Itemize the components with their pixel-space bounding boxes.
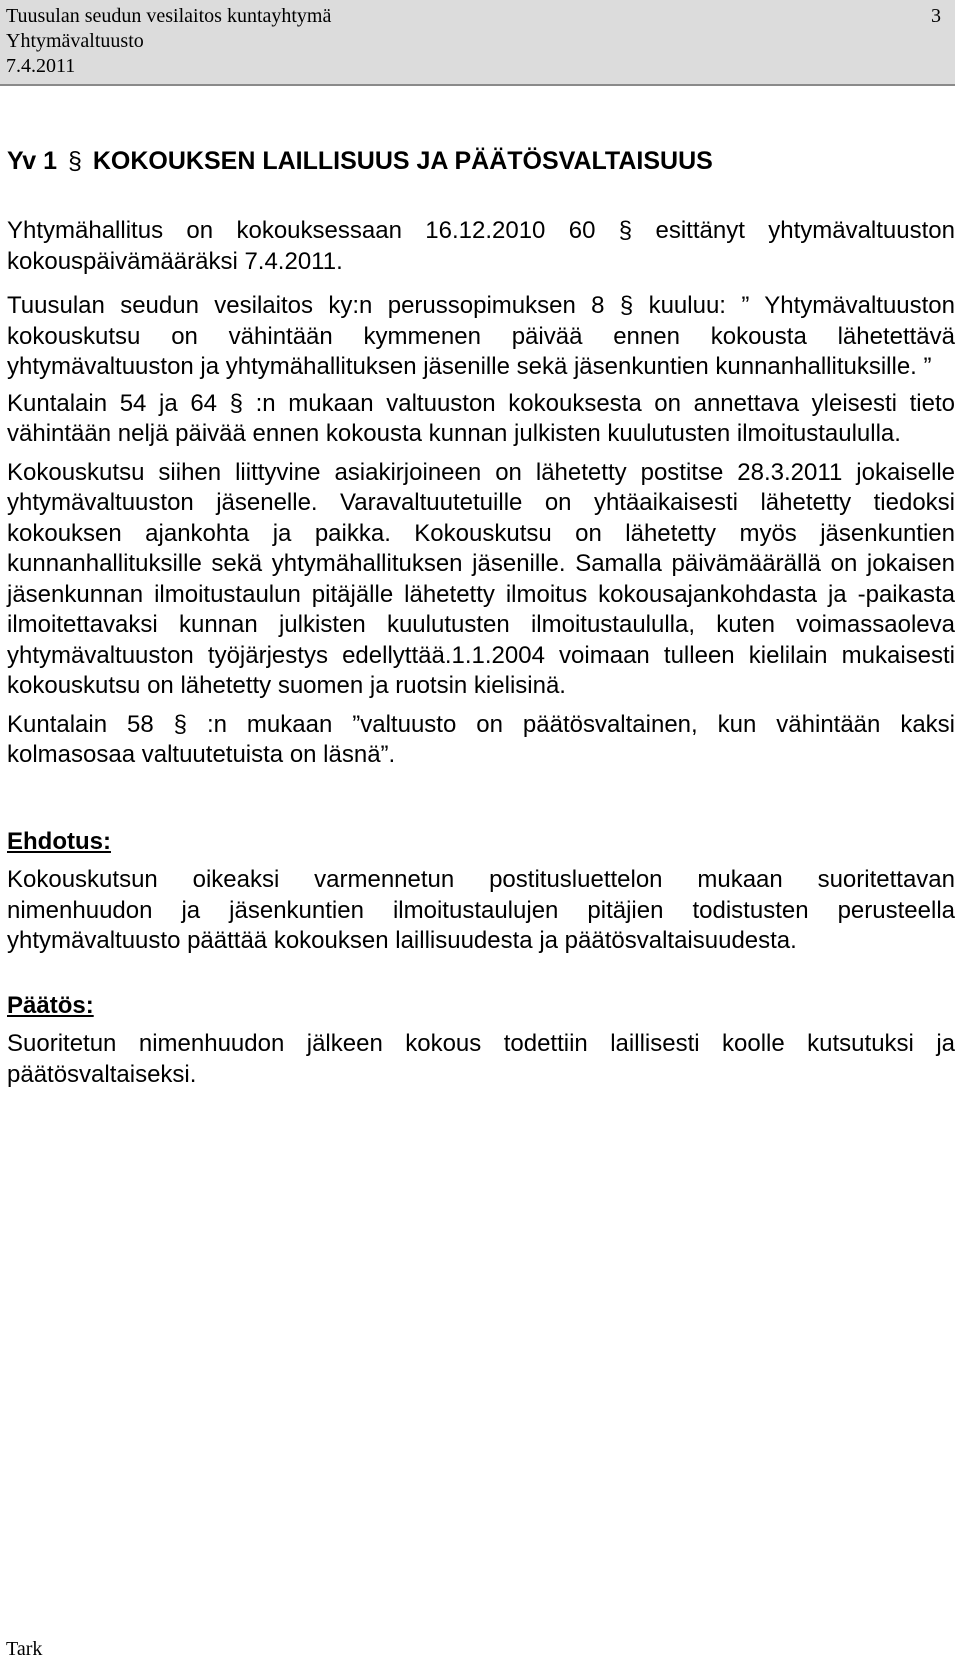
document-body: [7, 146, 955, 1090]
page-number: 3: [931, 5, 941, 27]
paragraph-invitation: Kokouskutsu siihen liittyvine asiakirjoineen on lähetetty postitse 28.3.2011 jokaiselle yhtymävaltuuston jäsenelle. Varavaltuutetuille on yhtäaikaisesti lähetetty tiedoksi kokouksen ajankohta ja paikka. Kokouskutsu on lähetetty myös jäsenkuntien kunnanhallituksille sekä yhtymähallituksen jäsenille. Samalla päivämäärällä on jokaisen jäsenkunnan ilmoitustaulun pitäjälle lähetetty ilmoitus kokousajankohdasta ja -paikasta ilmoitettavaksi kunnan julkisten kuulutusten ilmoitustaululla, kuten voimassaoleva yhtymävaltuuston työjärjestys edellyttää.1.1.2004 voimaan tulleen kielilain mukaisesti kokouskutsu on lähetetty suomen ja ruotsin kielisinä.: [7, 458, 955, 699]
proposal-text: Kokouskutsun oikeaksi varmennetun postitusluettelon mukaan suoritettavan nimenhuudon ja jäsenkuntien ilmoitustaulujen pitäjien todistusten perusteella yhtymävaltuusto päättää kokouksen laillisuudesta ja päätösvaltaisuudesta.: [7, 866, 955, 954]
header-organization: Tuusulan seudun vesilaitos kuntayhtymä: [6, 5, 332, 27]
page-header: [0, 0, 955, 86]
proposal-heading: Ehdotus:: [7, 827, 111, 855]
decision-heading: Päätös:: [7, 991, 94, 1019]
paragraph-agreement: Tuusulan seudun vesilaitos ky:n perussopimuksen 8 § kuuluu: ” Yhtymävaltuuston kokouskutsu on vähintään kymmenen päivää ennen kokousta lähetettävä yhtymävaltuuston ja yhtymähallituksen jäsenille sekä jäsenkuntien kunnanhallituksille. ”: [7, 292, 955, 380]
decision-text: Suoritetun nimenhuudon jälkeen kokous todettiin laillisesti koolle kutsutuksi ja päätösvaltaiseksi.: [7, 1030, 955, 1088]
paragraph-municipal-law-54: Kuntalain 54 ja 64 § :n mukaan valtuuston kokouksesta on annettava yleisesti tieto vähintään neljä päivää ennen kokousta kunnan julkisten kuulutusten ilmoitustaululla.: [7, 389, 955, 447]
header-body-name: Yhtymävaltuusto: [6, 30, 144, 52]
paragraph-municipal-law-58: Kuntalain 58 § :n mukaan ”valtuusto on päätösvaltainen, kun vähintään kaksi kolmasosaa valtuutetuista on läsnä”.: [7, 710, 955, 768]
footer-label: Tark: [6, 1638, 43, 1660]
section-title: [7, 146, 955, 176]
section-prefix: Yv 1: [7, 147, 58, 175]
section-title-text: KOKOUKSEN LAILLISUUS JA PÄÄTÖSVALTAISUUS: [92, 147, 713, 175]
section-symbol: §: [68, 147, 82, 175]
header-date: 7.4.2011: [6, 55, 76, 77]
paragraph-meeting-date: Yhtymähallitus on kokouksessaan 16.12.2010 60 § esittänyt yhtymävaltuuston kokouspäivämääräksi 7.4.2011.: [7, 217, 955, 275]
